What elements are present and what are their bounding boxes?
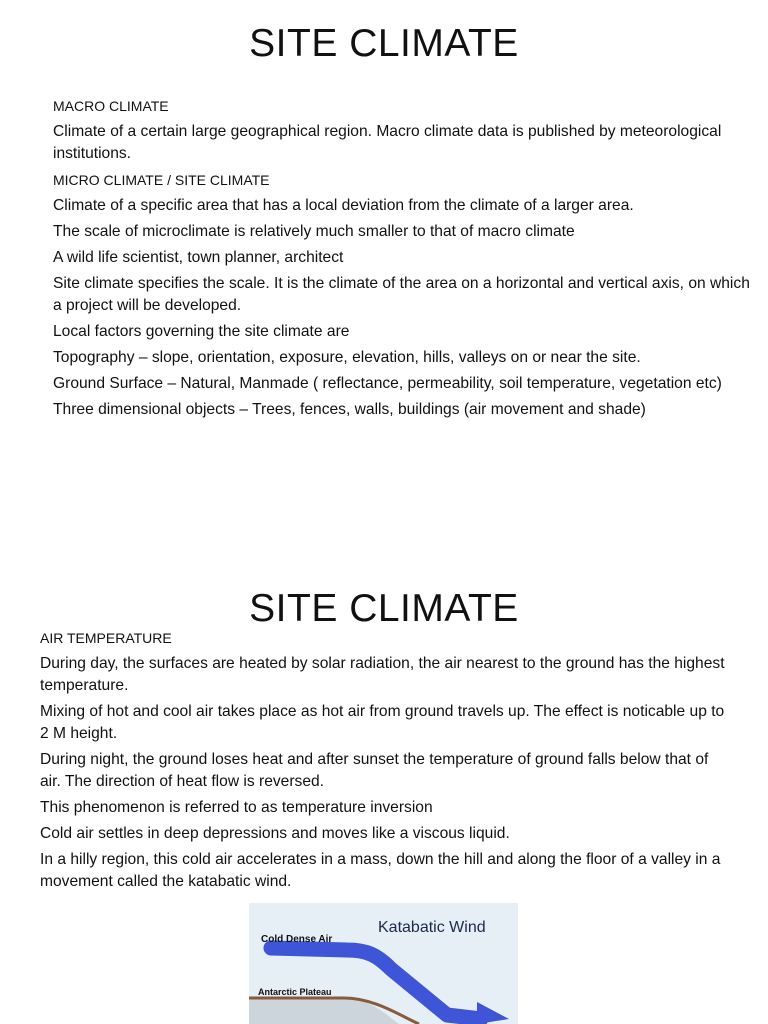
paragraph: During day, the surfaces are heated by solar radiation, the air nearest to the ground has the highest temperature.: [40, 655, 725, 694]
paragraph: Three dimensional objects – Trees, fences, walls, buildings (air movement and shade): [53, 401, 646, 418]
paragraph: Cold air settles in deep depressions and moves like a viscous liquid.: [40, 825, 510, 842]
paragraph: Ground Surface – Natural, Manmade ( reflectance, permeability, soil temperature, vegetation etc): [53, 375, 722, 392]
paragraph: During night, the ground loses heat and after sunset the temperature of ground falls below that of air. The direction of heat flow is reversed.: [40, 751, 709, 790]
cold-dense-air-label: Cold Dense Air: [261, 934, 333, 945]
paragraph: Climate of a specific area that has a local deviation from the climate of a larger area.: [53, 197, 634, 214]
section-heading: MACRO CLIMATE: [53, 98, 169, 114]
slide-title: SITE CLIMATE: [249, 587, 519, 630]
paragraph: A wild life scientist, town planner, architect: [53, 249, 344, 266]
katabatic-wind-figure: [249, 903, 518, 1024]
figure-title: Katabatic Wind: [378, 919, 486, 936]
slide-body: [53, 95, 753, 425]
paragraph: Topography – slope, orientation, exposure, elevation, hills, valleys on or near the site.: [53, 349, 641, 366]
arrow-head: [477, 1002, 509, 1024]
slide-title: SITE CLIMATE: [249, 22, 519, 65]
paragraph: Site climate specifies the scale. It is the climate of the area on a horizontal and vertical axis, on which a project will be developed.: [53, 275, 750, 314]
paragraph: Local factors governing the site climate are: [53, 323, 350, 340]
paragraph: Mixing of hot and cool air takes place as hot air from ground travels up. The effect is noticable up to 2 M height.: [40, 703, 725, 742]
antarctic-plateau-label: Antarctic Plateau: [258, 987, 332, 997]
plateau-shape: [249, 998, 399, 1024]
section-heading: AIR TEMPERATURE: [40, 630, 172, 646]
paragraph: Climate of a certain large geographical region. Macro climate data is published by meteorological institutions.: [53, 123, 722, 162]
section-heading: MICRO CLIMATE / SITE CLIMATE: [53, 172, 270, 188]
slide-body: [40, 627, 730, 897]
paragraph: This phenomenon is referred to as temperature inversion: [40, 799, 433, 816]
paragraph: In a hilly region, this cold air accelerates in a mass, down the hill and along the floor of a valley in a movement called the katabatic wind.: [40, 851, 721, 890]
katabatic-diagram: [249, 903, 518, 1024]
paragraph: The scale of microclimate is relatively much smaller to that of macro climate: [53, 223, 575, 240]
